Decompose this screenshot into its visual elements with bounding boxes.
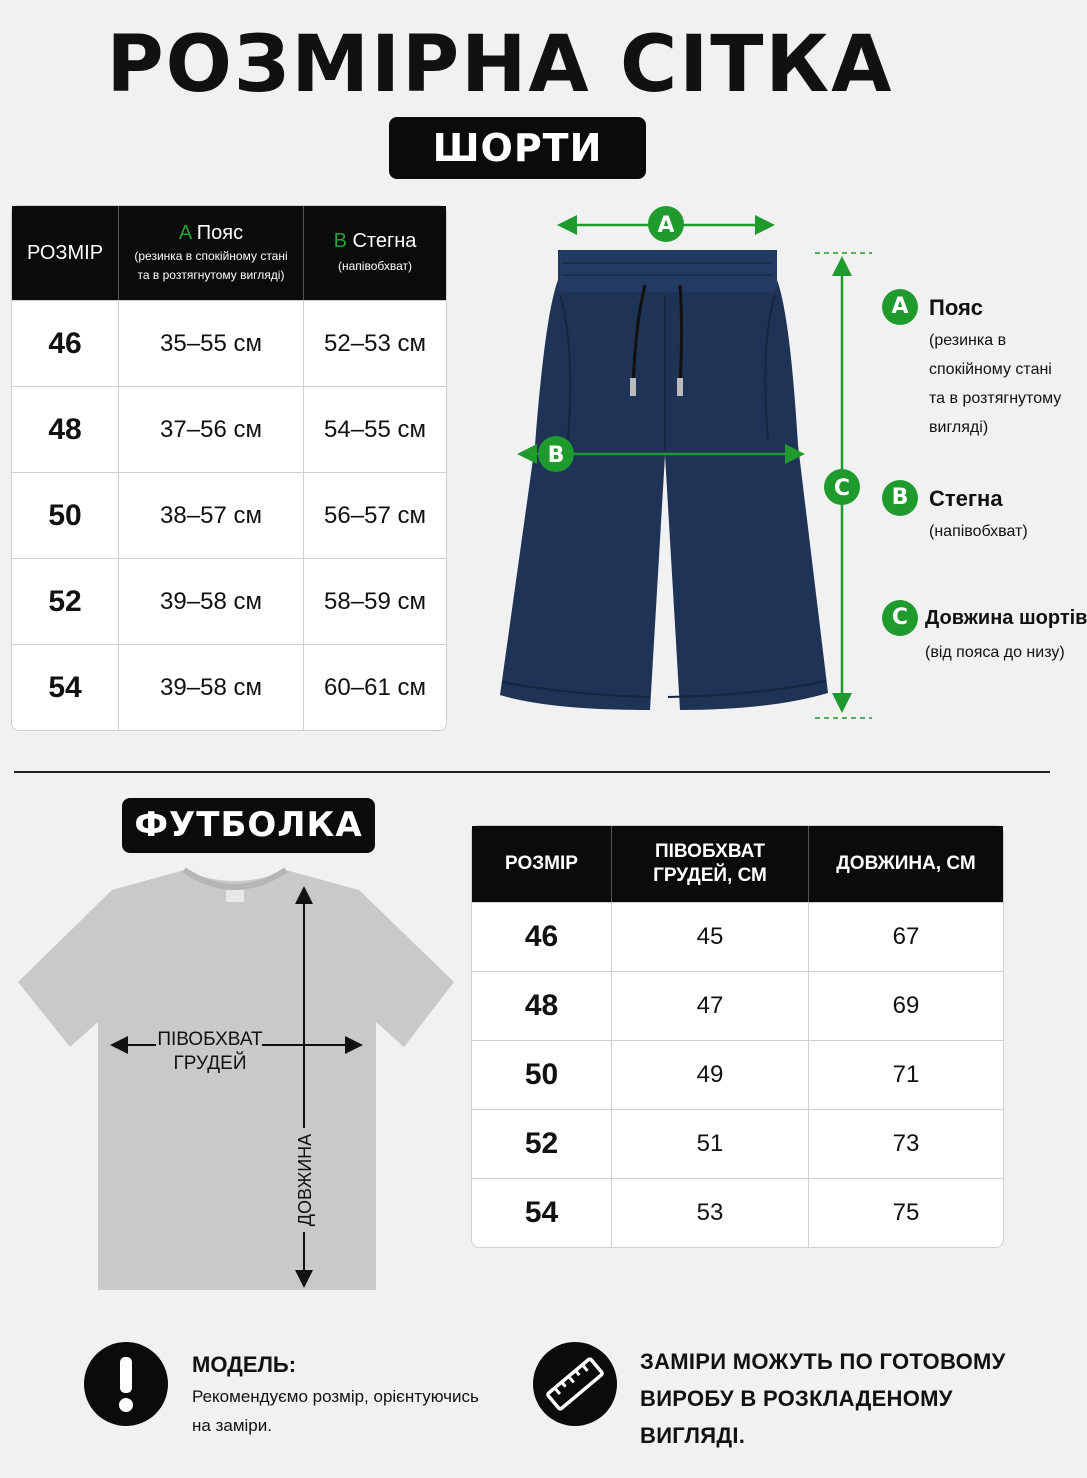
shorts-table-header [12,206,446,300]
shorts-col-size-header: РОЗМІР [12,206,118,300]
hips-cell: 52–53 см [303,300,446,386]
shorts-col-waist-header [118,206,303,300]
size-cell: 52 [472,1109,611,1178]
table-row [472,1109,1003,1178]
legend-c-title: Довжина шортів [925,607,1087,629]
waist-cell: 37–56 см [118,386,303,472]
table-row [12,644,446,730]
tshirt-col-size-header: РОЗМІР [472,826,611,902]
legend-b-line: (напівобхват) [929,523,1028,540]
length-cell: 71 [808,1040,1003,1109]
legend-c-line: (від пояса до низу) [925,644,1065,661]
shorts-section-badge: ШОРТИ [389,117,646,179]
table-row [12,472,446,558]
badge-c-text: C [833,476,851,501]
section-divider [14,771,1050,773]
size-cell: 48 [472,971,611,1040]
size-cell: 46 [12,300,118,386]
waist-cell: 39–58 см [118,644,303,730]
tshirt-size-table [471,825,1004,1248]
size-cell: 50 [12,472,118,558]
legend-a-badge: A [882,289,918,325]
chest-label-2: ГРУДЕЙ [173,1053,247,1074]
hips-title: Стегна [352,230,417,252]
page-title: РОЗМІРНА СІТКА [106,20,894,110]
size-cell: 54 [472,1178,611,1247]
size-cell: 46 [472,902,611,971]
tshirt-section-badge: ФУТБОЛКА [122,798,375,853]
ruler-icon [533,1342,617,1426]
tshirt-col-length-header: ДОВЖИНА, СМ [808,826,1003,902]
tshirt-image [18,870,454,1290]
table-row [12,300,446,386]
hips-sub: (напівобхват) [338,259,412,273]
hips-letter: B [333,230,347,252]
shorts-size-table [11,205,447,731]
shorts-diagram [490,195,890,735]
tshirt-table-header [472,826,1003,902]
length-cell: 69 [808,971,1003,1040]
length-label: ДОВЖИНА [295,1133,315,1227]
table-row [472,902,1003,971]
legend-a-line: вигляді) [929,419,989,436]
measure-note-2: ВИРОБУ В РОЗКЛАДЕНОМУ [640,1386,953,1411]
size-cell: 54 [12,644,118,730]
legend-b-title: Стегна [929,486,1003,511]
table-row [12,386,446,472]
measure-note-1: ЗАМІРИ МОЖУТЬ ПО ГОТОВОМУ [640,1349,1006,1374]
model-note-title: МОДЕЛЬ: [192,1352,297,1377]
length-cell: 75 [808,1178,1003,1247]
table-row [472,1178,1003,1247]
hips-cell: 60–61 см [303,644,446,730]
shorts-image [500,250,828,710]
badge-b-text: B [547,443,565,468]
legend-b-badge: B [882,480,918,516]
waist-letter: A [178,221,192,244]
table-row [12,558,446,644]
table-row [472,971,1003,1040]
tshirt-col-chest-header: ПІВОБХВАТ ГРУДЕЙ, СМ [611,826,808,902]
length-cell: 67 [808,902,1003,971]
hips-cell: 54–55 см [303,386,446,472]
table-row [472,1040,1003,1109]
model-note-text-2: на заміри. [192,1416,272,1435]
exclamation-icon [84,1342,168,1426]
waist-cell: 35–55 см [118,300,303,386]
legend-c-badge: C [882,600,918,636]
model-note-text-1: Рекомендуємо розмір, орієнтуючись [192,1387,479,1406]
legend-a-line: (резинка в [929,332,1007,349]
legend-a-line: та в розтягнутому [929,390,1062,407]
waist-sub-2: та в розтягнутому вигляді) [137,267,285,282]
hips-cell: 58–59 см [303,558,446,644]
legend-a-line: спокійному стані [929,361,1052,378]
waist-title: Пояс [196,221,244,244]
shorts-col-hips-header [303,206,446,300]
chest-cell: 53 [611,1178,808,1247]
legend-a-title: Пояс [929,295,984,320]
waist-sub-1: (резинка в спокійному стані [134,248,288,263]
chest-cell: 45 [611,902,808,971]
size-cell: 50 [472,1040,611,1109]
waist-cell: 38–57 см [118,472,303,558]
chest-cell: 51 [611,1109,808,1178]
measure-note-3: ВИГЛЯДІ. [640,1423,746,1448]
size-cell: 52 [12,558,118,644]
chest-cell: 49 [611,1040,808,1109]
hips-cell: 56–57 см [303,472,446,558]
chest-label-1: ПІВОБХВАТ [157,1029,263,1050]
chest-cell: 47 [611,971,808,1040]
tshirt-diagram [14,862,459,1302]
waist-cell: 39–58 см [118,558,303,644]
badge-a-text: A [657,213,675,238]
length-cell: 73 [808,1109,1003,1178]
size-cell: 48 [12,386,118,472]
